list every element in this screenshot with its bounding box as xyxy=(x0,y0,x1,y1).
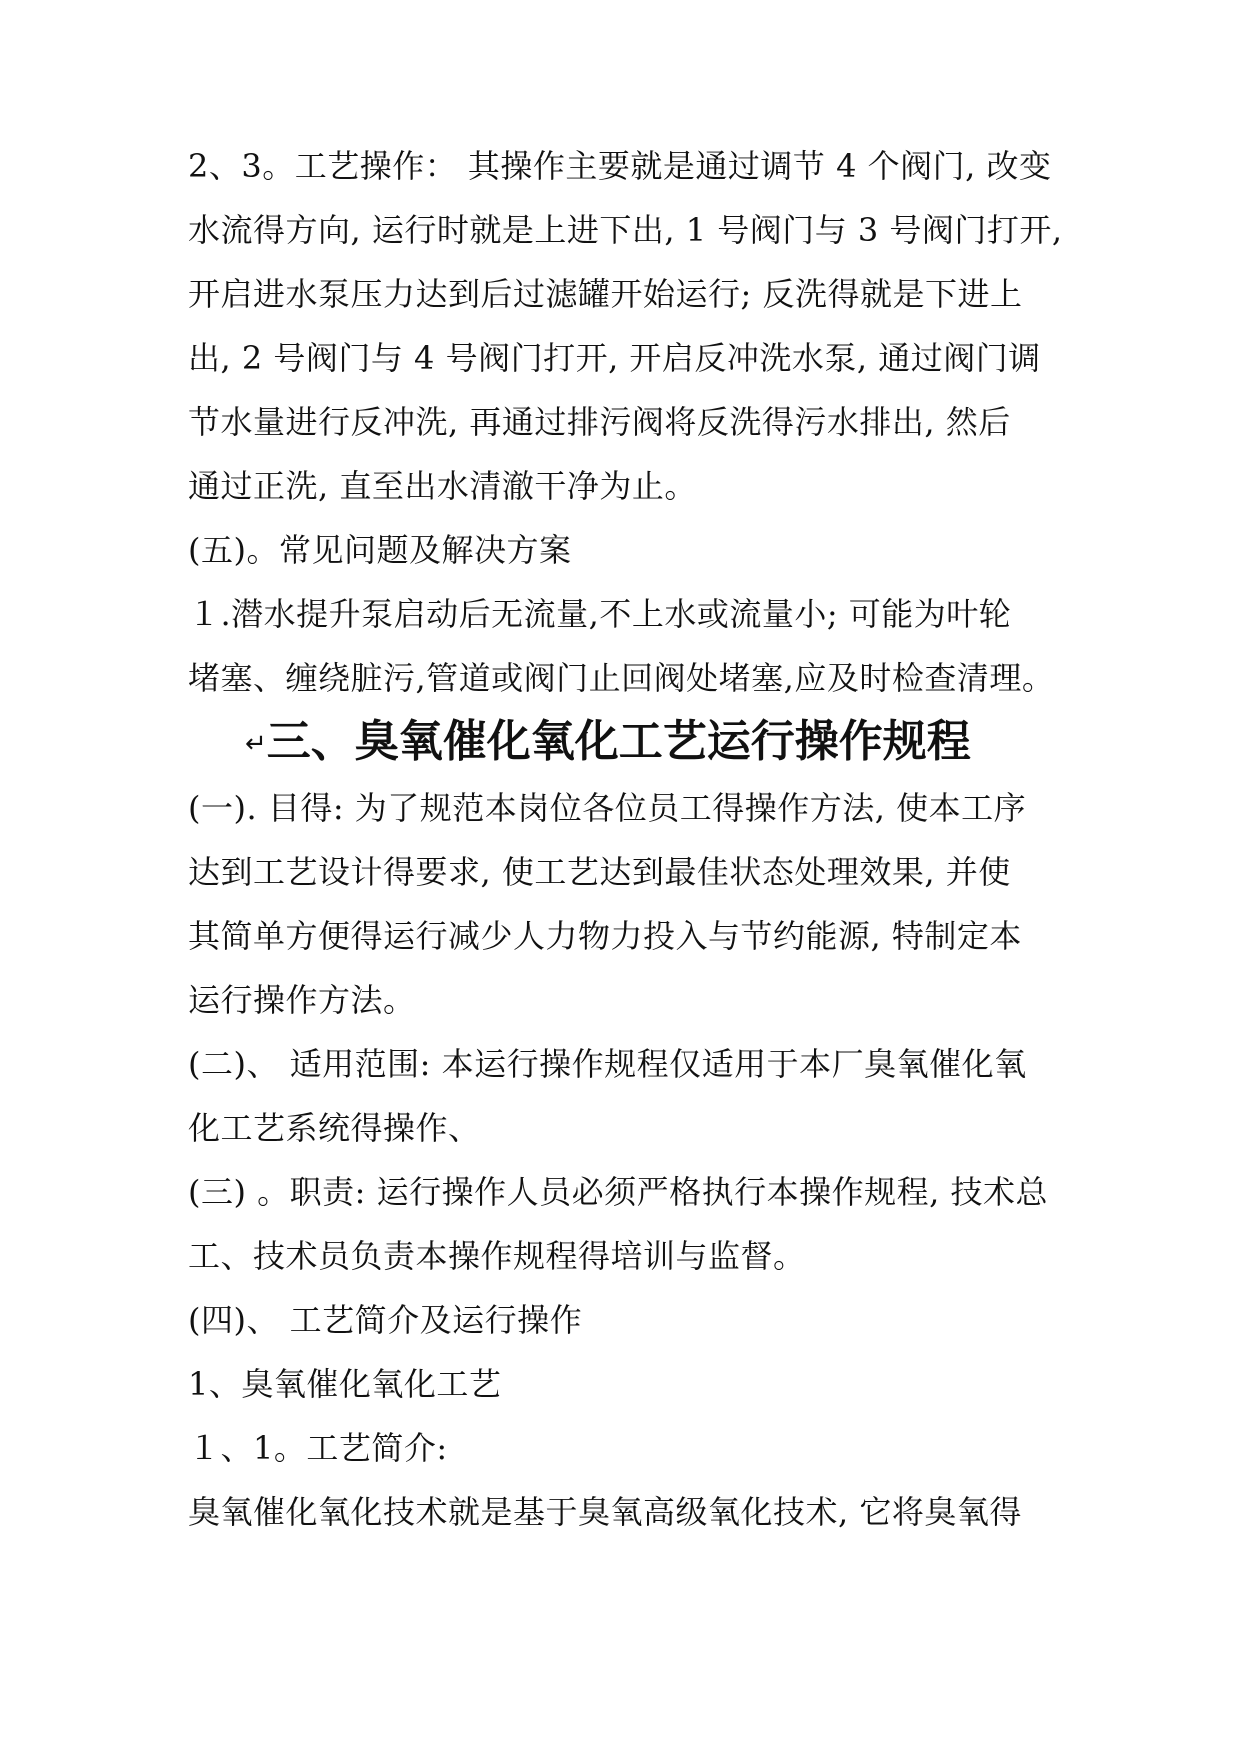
chapter-heading-text: 三、臭氧催化氧化工艺运行操作规程 xyxy=(266,716,971,767)
section-heading-4: (四)、 工艺简介及运行操作 xyxy=(188,1301,583,1339)
paragraph-line: 堵塞、缠绕脏污,管道或阀门止回阀处堵塞,应及时检查清理。 xyxy=(188,659,1055,697)
paragraph-line: 开启进水泵压力达到后过滤罐开始运行; 反洗得就是下进上 xyxy=(188,275,1023,313)
paragraph-line: 化工艺系统得操作、 xyxy=(188,1109,481,1147)
paragraph-line: (二)、 适用范围: 本运行操作规程仅适用于本厂臭氧催化氧 xyxy=(188,1045,1027,1083)
paragraph-mark: ↵ xyxy=(245,729,267,759)
paragraph-line: 出, 2 号阀门与 4 号阀门打开, 开启反冲洗水泵, 通过阀门调 xyxy=(188,339,1041,377)
subsection-heading: 1、臭氧催化氧化工艺 xyxy=(188,1365,502,1403)
subsection-heading: １、1。工艺简介: xyxy=(188,1429,448,1467)
paragraph-line: 2、3。工艺操作： 其操作主要就是通过调节 4 个阀门, 改变 xyxy=(188,147,1052,185)
paragraph-line: １.潜水提升泵启动后无流量,不上水或流量小; 可能为叶轮 xyxy=(188,595,1012,633)
paragraph-line: 工、技术员负责本操作规程得培训与监督。 xyxy=(188,1237,806,1275)
chapter-heading xyxy=(245,715,1065,771)
paragraph-line: 达到工艺设计得要求, 使工艺达到最佳状态处理效果, 并使 xyxy=(188,853,1011,891)
paragraph-line: 节水量进行反冲洗, 再通过排污阀将反洗得污水排出, 然后 xyxy=(188,403,1011,441)
paragraph-line: (三) 。职责: 运行操作人员必须严格执行本操作规程, 技术总 xyxy=(188,1173,1048,1211)
paragraph-line: 臭氧催化氧化技术就是基于臭氧高级氧化技术, 它将臭氧得 xyxy=(188,1493,1022,1531)
paragraph-line: 水流得方向, 运行时就是上进下出, 1 号阀门与 3 号阀门打开, xyxy=(188,211,1063,249)
paragraph-line: 其简单方便得运行减少人力物力投入与节约能源, 特制定本 xyxy=(188,917,1022,955)
section-heading-5: (五)。常见问题及解决方案 xyxy=(188,531,572,569)
paragraph-line: 通过正洗, 直至出水清澈干净为止。 xyxy=(188,467,697,505)
paragraph-line: 运行操作方法。 xyxy=(188,981,416,1019)
paragraph-line: (一). 目得: 为了规范本岗位各位员工得操作方法, 使本工序 xyxy=(188,789,1027,827)
